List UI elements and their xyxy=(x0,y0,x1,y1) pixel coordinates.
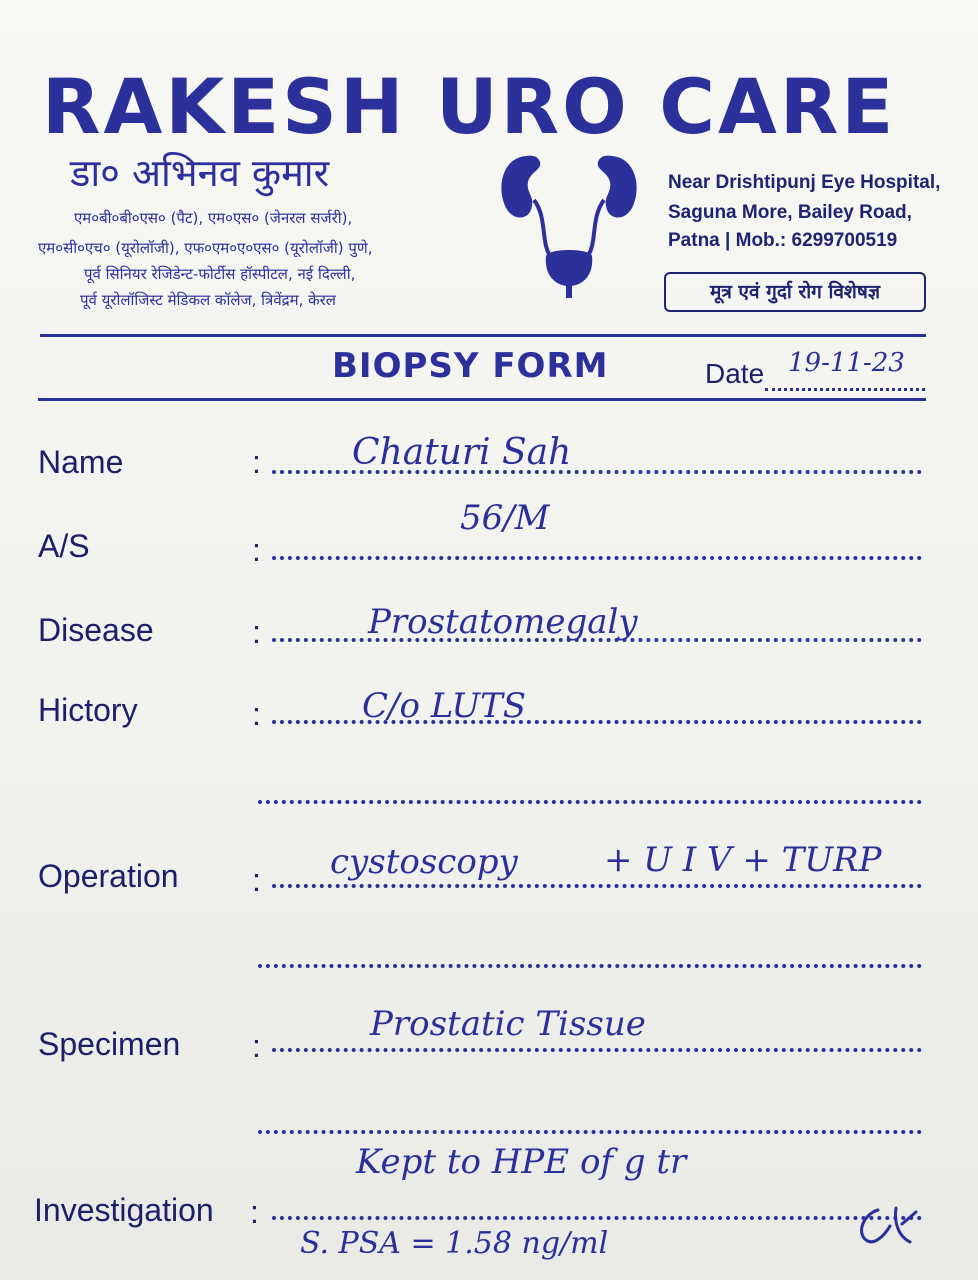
header-divider xyxy=(40,334,926,337)
address-line: Near Drishtipunj Eye Hospital, xyxy=(668,172,941,193)
specialist-tag: मूत्र एवं गुर्दा रोग विशेषज्ञ xyxy=(664,272,926,312)
investigation-note: Kept to HPE of g tr xyxy=(356,1142,687,1182)
specimen-line[interactable] xyxy=(272,1048,922,1052)
operation-value: cystoscopy xyxy=(330,842,518,882)
qualification-line: एम०सी०एच० (यूरोलॉजी), एफ०एम०ए०एस० (यूरोलॉजी) पुणे, xyxy=(38,239,373,257)
age-sex-colon: : xyxy=(252,532,261,568)
date-label: Date xyxy=(705,358,765,389)
investigation-line[interactable] xyxy=(272,1216,922,1220)
qualification-line: पूर्व सिनियर रेजिडेन्ट-फोर्टीस हॉस्पीटल, नई दिल्ली, xyxy=(84,265,356,283)
form-title: BIOPSY FORM xyxy=(332,346,609,386)
name-value: Chaturi Sah xyxy=(352,432,572,473)
clinic-name: RAKESH URO CARE xyxy=(42,62,897,151)
investigation-value: S. PSA = 1.58 ng/ml xyxy=(300,1226,609,1261)
disease-colon: : xyxy=(252,614,261,650)
history-colon: : xyxy=(252,696,261,732)
kidney-bladder-icon xyxy=(496,148,642,304)
operation-line[interactable] xyxy=(272,884,922,888)
age-sex-label: A/S xyxy=(38,528,90,564)
operation-colon: : xyxy=(252,862,261,898)
age-sex-line[interactable] xyxy=(272,556,922,560)
doctor-name: डा० अभिनव कुमार xyxy=(70,151,330,195)
qualification-line: एम०बी०बी०एस० (पैट), एम०एस० (जेनरल सर्जरी), xyxy=(74,209,353,227)
age-sex-value: 56/M xyxy=(460,498,550,538)
disease-label: Disease xyxy=(38,612,154,648)
history-line-2[interactable] xyxy=(258,800,922,804)
history-value: C/o LUTS xyxy=(362,686,527,726)
investigation-label: Investigation xyxy=(34,1192,214,1228)
title-divider xyxy=(38,398,926,401)
disease-value: Prostatomegaly xyxy=(368,602,638,642)
history-label: Hictory xyxy=(38,692,138,728)
address-line: Patna | Mob.: 6299700519 xyxy=(668,230,898,251)
name-label: Name xyxy=(38,444,124,480)
operation-line-2[interactable] xyxy=(258,964,922,968)
specimen-line-2[interactable] xyxy=(258,1130,922,1134)
operation-value-extra: + U I V + TURP xyxy=(604,840,882,880)
qualification-line: पूर्व यूरोलॉजिस्ट मेडिकल कॉलेज, त्रिवेंद्रम, केरल xyxy=(80,291,336,309)
date-dotted-line xyxy=(765,388,925,391)
specimen-value: Prostatic Tissue xyxy=(370,1004,646,1044)
specimen-colon: : xyxy=(252,1028,261,1064)
operation-label: Operation xyxy=(38,858,179,894)
address-line: Saguna More, Bailey Road, xyxy=(668,202,912,223)
signature-mark xyxy=(850,1202,920,1252)
name-colon: : xyxy=(252,444,261,480)
investigation-colon: : xyxy=(250,1194,259,1230)
specimen-label: Specimen xyxy=(38,1026,181,1062)
date-value: 19-11-23 xyxy=(788,348,905,378)
